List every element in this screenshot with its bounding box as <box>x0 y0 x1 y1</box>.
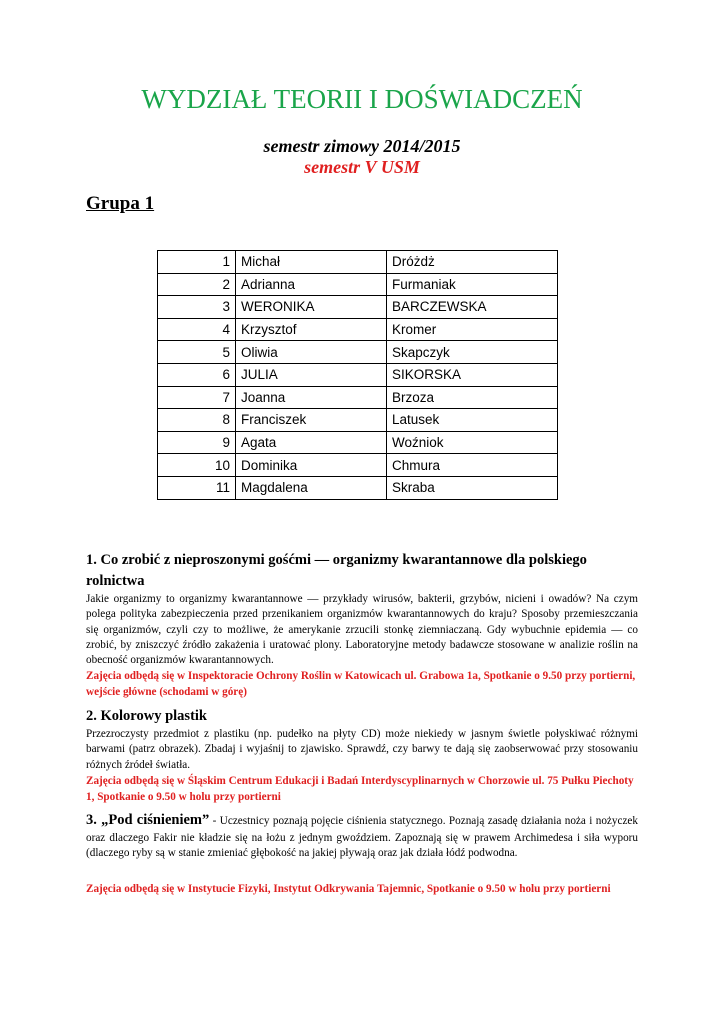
section-location-note: Zajęcia odbędą się w Śląskim Centrum Edukacji i Badań Interdyscyplinarnych w Chorzowie ul. 75 Pułku Piechoty 1, Spotkanie o 9.50 w holu przy portierni <box>86 774 634 803</box>
last-name-cell: Furmaniak <box>387 273 558 296</box>
first-name-cell: Magdalena <box>236 476 387 499</box>
first-name-cell: Agata <box>236 431 387 454</box>
table-row <box>158 409 558 432</box>
first-name-cell: Franciszek <box>236 409 387 432</box>
row-number-cell: 8 <box>158 409 236 432</box>
table-row <box>158 251 558 274</box>
row-number-cell: 7 <box>158 386 236 409</box>
row-number-cell: 1 <box>158 251 236 274</box>
table-row <box>158 476 558 499</box>
last-name-cell: Dróżdż <box>387 251 558 274</box>
group-heading: Grupa 1 <box>86 193 155 214</box>
section-body: Jakie organizmy to organizmy kwarantannowe — przykłady wirusów, bakterii, grzybów, nicieni i owadów? Na czym polega polityka zabezpieczenia przed przenikaniem organizmów kwarantannowych do kraju? Sposoby przemieszczania się organizmów, czyli czy to możliwe, że amerykanie zrzucili stonkę ziemniaczaną. Gdy wybuchnie epidemia — co zrobić, by zniszczyć źródło zakażenia i uratować plony. Laboratoryjne metody badawcze stosowane w analizie roślin na obecność organizmów kwarantannowych. <box>86 593 638 667</box>
section-heading: 2. Kolorowy plastik <box>86 708 207 724</box>
section-body-wrap <box>86 810 638 862</box>
semester-sub-label: semestr V USM <box>304 157 420 177</box>
last-name-cell: SIKORSKA <box>387 363 558 386</box>
last-name-cell: Brzoza <box>387 386 558 409</box>
semester-label: semestr zimowy 2014/2015 <box>263 136 461 156</box>
section-body: Przezroczysty przedmiot z plastiku (np. pudełko na płyty CD) może niekiedy w jasnym świetle połyskiwać różnymi barwami (patrz obrazek). Zbadaj i wyjaśnij to zjawisko. Sprawdź, czy barwy te dają się zaobserwować przy stosowaniu różnych źródeł światła. <box>86 728 638 771</box>
section-heading: 1. Co zrobić z nieproszonymi gośćmi — organizmy kwarantannowe dla polskiego rolnictwa <box>86 552 587 589</box>
last-name-cell: Chmura <box>387 454 558 477</box>
first-name-cell: Adrianna <box>236 273 387 296</box>
table-row <box>158 431 558 454</box>
student-table <box>157 250 558 500</box>
row-number-cell: 6 <box>158 363 236 386</box>
section-3 <box>86 810 638 897</box>
first-name-cell: JULIA <box>236 363 387 386</box>
row-number-cell: 9 <box>158 431 236 454</box>
first-name-cell: Dominika <box>236 454 387 477</box>
section-1 <box>86 550 638 700</box>
table-row <box>158 386 558 409</box>
last-name-cell: BARCZEWSKA <box>387 296 558 319</box>
last-name-cell: Skapczyk <box>387 341 558 364</box>
table-row <box>158 296 558 319</box>
row-number-cell: 10 <box>158 454 236 477</box>
first-name-cell: WERONIKA <box>236 296 387 319</box>
last-name-cell: Latusek <box>387 409 558 432</box>
section-location-note: Zajęcia odbędą się w Inspektoracie Ochrony Roślin w Katowicach ul. Grabowa 1a, Spotkanie o 9.50 przy portierni, wejście główne (schodami w górę) <box>86 670 636 699</box>
table-row <box>158 454 558 477</box>
table-row <box>158 273 558 296</box>
row-number-cell: 11 <box>158 476 236 499</box>
first-name-cell: Oliwia <box>236 341 387 364</box>
first-name-cell: Joanna <box>236 386 387 409</box>
last-name-cell: Skraba <box>387 476 558 499</box>
first-name-cell: Krzysztof <box>236 318 387 341</box>
row-number-cell: 3 <box>158 296 236 319</box>
row-number-cell: 2 <box>158 273 236 296</box>
table-row <box>158 363 558 386</box>
table-row <box>158 341 558 364</box>
row-number-cell: 5 <box>158 341 236 364</box>
section-heading: 3. „Pod ciśnieniem” <box>86 812 210 828</box>
section-body: - Uczestnicy poznają pojęcie ciśnienia statycznego. Poznają zasadę działania noża i nożyczek oraz dlaczego Fakir nie kładzie się na łożu z jednym gwoździem. Zapoznają się w prawem Archimedesa i siła wyporu (dlaczego ryby są w stanie zmieniać głębokość na jakiej pływają oraz jak działa łódź podwodna. <box>86 815 638 860</box>
row-number-cell: 4 <box>158 318 236 341</box>
page-title: WYDZIAŁ TEORII I DOŚWIADCZEŃ <box>141 84 583 114</box>
table-row <box>158 318 558 341</box>
section-2 <box>86 706 638 805</box>
first-name-cell: Michał <box>236 251 387 274</box>
last-name-cell: Kromer <box>387 318 558 341</box>
section-location-note: Zajęcia odbędą się w Instytucie Fizyki, Instytut Odkrywania Tajemnic, Spotkanie o 9.50 w holu przy portierni <box>86 882 611 895</box>
last-name-cell: Woźniok <box>387 431 558 454</box>
